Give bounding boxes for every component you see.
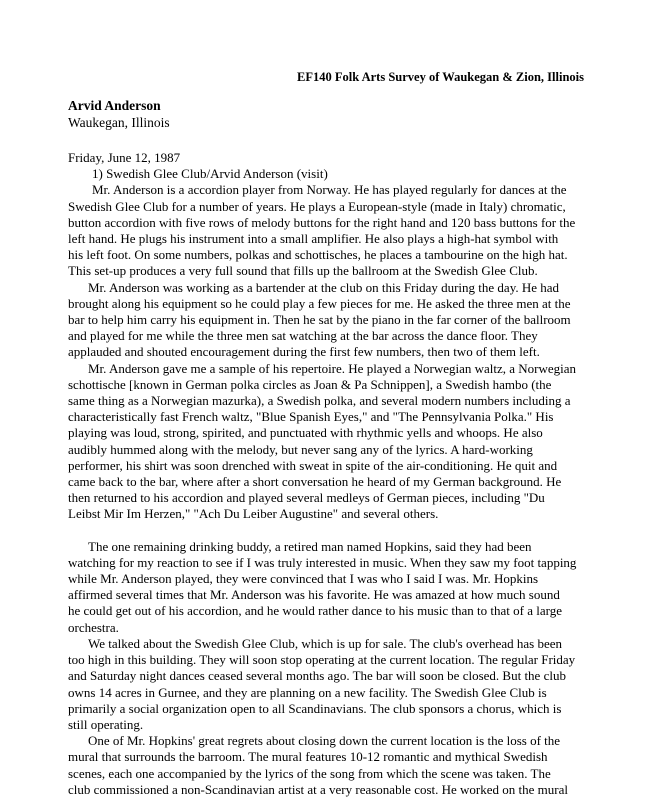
paragraph (68, 539, 596, 636)
paragraph-line: mural that surrounds the barroom. The mural features 10-12 romantic and mythical Swedish (68, 749, 548, 765)
informant-name: Arvid Anderson (68, 98, 161, 113)
paragraph-line: audibly hummed along with the melody, but never sang any of the lyrics. A hard-working (68, 441, 533, 457)
paragraph-line: affirmed several times that Mr. Anderson was his favorite. He was amazed at how much sound (68, 587, 560, 603)
paragraph-line: Mr. Anderson is a accordion player from Norway. He has played regularly for dances at the (92, 182, 567, 198)
paragraph-line: Leibst Mir Im Herzen," "Ach Du Leiber Augustine" and several others. (68, 506, 439, 522)
paragraph-line: button accordion with five rows of melody buttons for the right hand and 120 bass buttons for the (68, 214, 576, 230)
paragraph (68, 280, 596, 361)
paragraph (68, 636, 596, 733)
field-notes-body (68, 150, 596, 798)
paragraph-line: brought along his equipment so he could play a few pieces for me. He asked the three men at the (68, 295, 571, 311)
paragraph-line: and played for me while the three men sat watching at the bar across the dance floor. They (68, 328, 538, 344)
entry-heading: 1) Swedish Glee Club/Arvid Anderson (visit) (92, 166, 328, 182)
paragraph-line: while Mr. Anderson played, they were convinced that I was who I said I was. Mr. Hopkins (68, 571, 539, 587)
paragraph-line: Mr. Anderson was working as a bartender at the club on this Friday during the day. He had (88, 279, 560, 295)
paragraph-line: performer, his shirt was soon drenched with sweat in spite of the air-conditioning. He quit and (68, 457, 558, 473)
paragraph-line: scenes, each one accompanied by the lyrics of the song from which the scene was taken. The (68, 765, 551, 781)
document-header-title: EF140 Folk Arts Survey of Waukegan & Zion, Illinois (297, 70, 584, 84)
entry-date: Friday, June 12, 1987 (68, 150, 181, 165)
paragraph-line: too high in this building. They will soon stop operating at the current location. The regular Friday (68, 652, 576, 668)
paragraph-gap (68, 523, 596, 539)
paragraph-line: same thing as a Norwegian mazurka), a Swedish polka, and several modern numbers including a (68, 393, 571, 409)
paragraph-line: he could get out of his accordion, and he would rather dance to his music than to that of a large (68, 603, 562, 619)
paragraph-line: and Saturday night dances ceased several months ago. The bar will soon be closed. But the club (68, 668, 566, 684)
paragraph-line: left hand. He plugs his instrument into a small amplifier. He also plays a high-hat symbol with (68, 231, 559, 247)
paragraph-line: his left foot. On some numbers, polkas and schottisches, he places a tambourine on the high hat. (68, 247, 568, 263)
paragraph-line: primarily a social organization open to all Scandinavians. The club sponsors a chorus, which is (68, 700, 562, 716)
paragraph-line: still operating. (68, 716, 144, 732)
paragraph-line: schottische [known in German polka circles as Joan & Pa Schnippen], a Swedish hambo (the (68, 376, 552, 392)
paragraph-line: watching for my reaction to see if I was truly interested in music. When they saw my foot tapping (68, 554, 577, 570)
paragraph-line: Mr. Anderson gave me a sample of his repertoire. He played a Norwegian waltz, a Norwegian (88, 360, 577, 376)
informant-location: Waukegan, Illinois (68, 115, 170, 130)
paragraph-line: came back to the bar, where after a short conversation he heard of my German background. He (68, 474, 562, 490)
paragraph-line: characteristically fast French waltz, "Blue Spanish Eyes," and "The Pennsylvania Polka." His (68, 409, 554, 425)
paragraph (68, 182, 596, 279)
paragraph-line: applauded and shouted encouragement during the first few numbers, then two of them left. (68, 344, 540, 360)
paragraph-line: This set-up produces a very full sound that fills up the ballroom at the Swedish Glee Club. (68, 263, 538, 279)
paragraph (68, 361, 596, 523)
paragraph-line: club commissioned a non-Scandinavian artist at a very reasonable cost. He worked on the mural (68, 781, 568, 797)
paragraph-line: orchestra. (68, 619, 119, 635)
paragraph-line: then returned to his accordion and played several medleys of German pieces, including "Du (68, 490, 545, 506)
paragraph-line: The one remaining drinking buddy, a retired man named Hopkins, said they had been (88, 538, 532, 554)
paragraph-line: owns 14 acres in Gurnee, and they are planning on a new facility. The Swedish Glee Club is (68, 684, 547, 700)
paragraph-line: Swedish Glee Club for a number of years. He plays a European-style (made in Italy) chromatic, (68, 198, 566, 214)
paragraph (68, 733, 596, 798)
paragraph-line: We talked about the Swedish Glee Club, which is up for sale. The club's overhead has been (88, 635, 562, 651)
paragraph-line: bar to help him carry his equipment in. Then he sat by the piano in the far corner of the ballroom (68, 312, 571, 328)
paragraph-line: playing was loud, strong, spirited, and punctuated with rhythmic yells and whoops. He also (68, 425, 543, 441)
paragraph-line: One of Mr. Hopkins' great regrets about closing down the current location is the loss of the (88, 733, 561, 749)
